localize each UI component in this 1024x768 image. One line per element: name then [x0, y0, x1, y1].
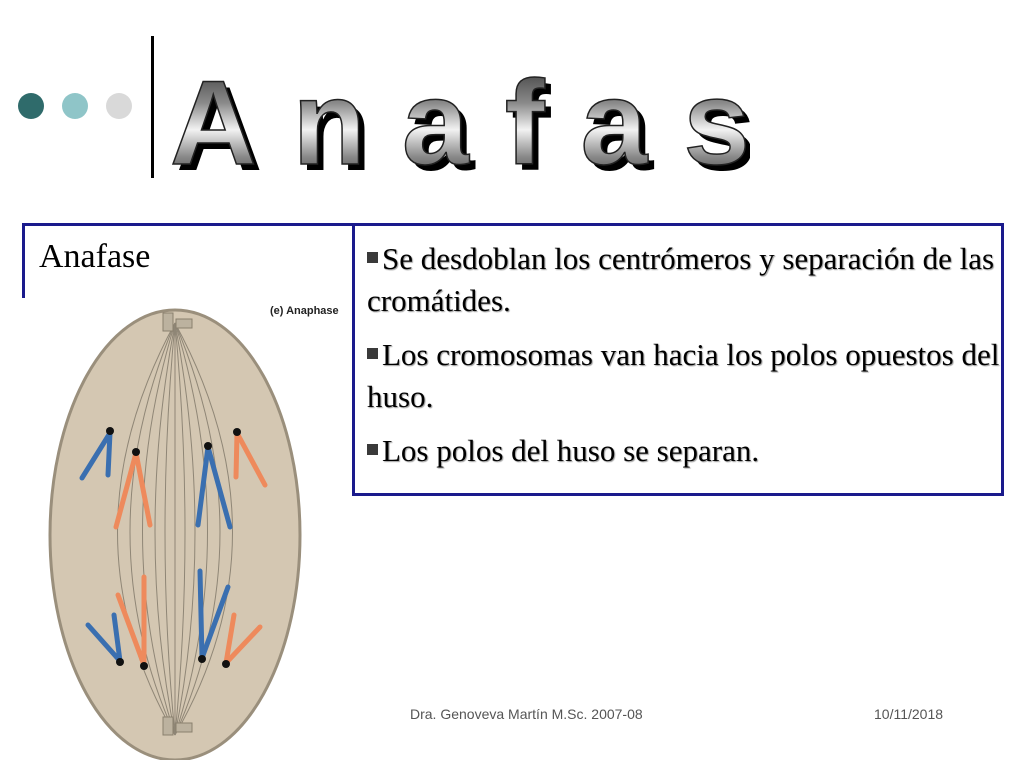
slide-title-graphic — [170, 40, 750, 190]
table-cell-right — [352, 223, 1004, 496]
slide-title — [170, 40, 750, 190]
bullet-list — [355, 226, 1001, 472]
anaphase-illustration — [40, 295, 340, 760]
table-cell-left — [22, 223, 355, 298]
dot-gray — [106, 93, 132, 119]
footer-author: Dra. Genoveva Martín M.Sc. 2007-08 — [410, 706, 643, 722]
phase-label: Anafase — [39, 238, 151, 275]
square-bullet-icon — [367, 252, 378, 263]
footer-date: 10/11/2018 — [874, 706, 944, 722]
title-divider-line — [151, 36, 154, 178]
bullet-item — [367, 430, 1001, 472]
square-bullet-icon — [367, 348, 378, 359]
bullet-item — [367, 334, 1001, 418]
bullet-text: Los cromosomas van hacia los polos opuestos del huso. — [367, 337, 1000, 414]
slide-title-text: Anafa — [170, 56, 684, 190]
dot-light-teal — [62, 93, 88, 119]
dot-dark-teal — [18, 93, 44, 119]
bullet-text: Se desdoblan los centrómeros y separación de las cromátides. — [367, 241, 995, 318]
figure-caption: (e) Anaphase — [270, 305, 339, 317]
bullet-text: Los polos del huso se separan. — [382, 433, 760, 468]
square-bullet-icon — [367, 444, 378, 455]
cell-diagram — [40, 295, 340, 760]
slide-title-shadow: Anafa — [176, 62, 690, 190]
bullet-item — [367, 238, 1001, 322]
